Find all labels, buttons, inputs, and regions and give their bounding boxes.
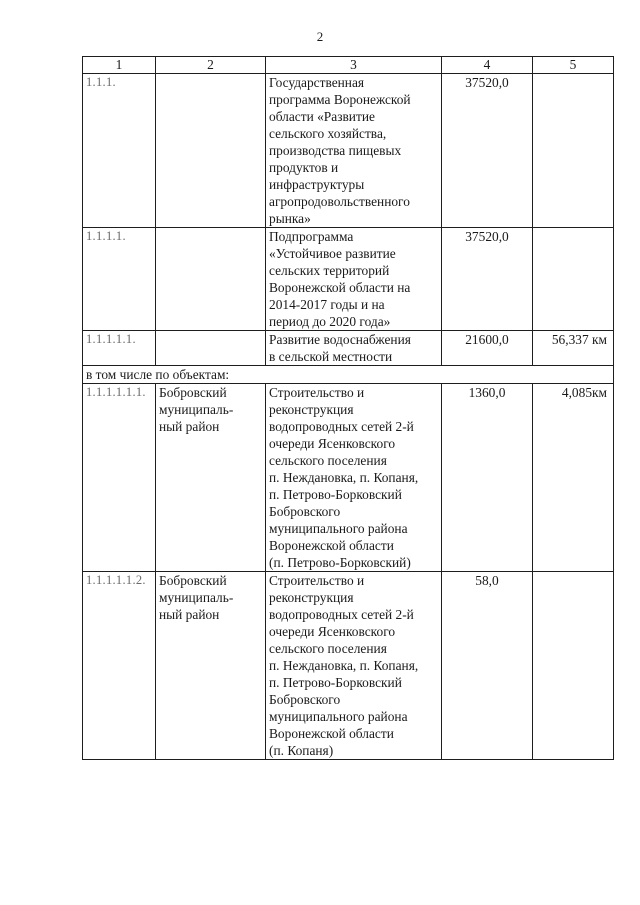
row-code: 1.1.1.1.1.2. — [83, 572, 156, 760]
row-description — [266, 384, 442, 572]
object-row — [83, 572, 614, 760]
section-label: в том числе по объектам: — [83, 366, 614, 384]
district-line: Бобровский — [159, 385, 227, 400]
description-line: муниципального района — [269, 521, 408, 536]
district-line: ный район — [159, 607, 220, 622]
description-line: очереди Ясенковского — [269, 436, 396, 451]
description-line: Государственная — [269, 75, 365, 90]
district-line: Бобровский — [159, 573, 227, 588]
description-line: сельского поселения — [269, 453, 387, 468]
column-header-3: 3 — [266, 57, 442, 74]
description-line: сельского поселения — [269, 641, 387, 656]
column-header-2: 2 — [156, 57, 266, 74]
description-line: в сельской местности — [269, 349, 393, 364]
main-row — [83, 228, 614, 331]
description-line: программа Воронежской — [269, 92, 411, 107]
description-line: Бобровского — [269, 504, 341, 519]
budget-table — [82, 56, 614, 760]
description-line: (п. Петрово-Борковский) — [269, 555, 411, 570]
description-line: п. Неждановка, п. Копаня, — [269, 470, 419, 485]
row-amount: 21600,0 — [442, 331, 533, 366]
description-line: Строительство и — [269, 385, 365, 400]
district-line: муниципаль- — [159, 590, 234, 605]
description-line: очереди Ясенковского — [269, 624, 396, 639]
object-row — [83, 384, 614, 572]
district-line: муниципаль- — [159, 402, 234, 417]
description-line: сельского хозяйства, — [269, 126, 387, 141]
row-length — [533, 74, 614, 228]
row-district — [156, 331, 266, 366]
column-header-1: 1 — [83, 57, 156, 74]
row-district — [156, 228, 266, 331]
description-line: период до 2020 года» — [269, 314, 391, 329]
description-line: Воронежской области на — [269, 280, 411, 295]
description-line: агропродовольственного — [269, 194, 410, 209]
description-line: реконструкция — [269, 402, 354, 417]
row-length — [533, 228, 614, 331]
row-amount: 37520,0 — [442, 228, 533, 331]
main-row — [83, 74, 614, 228]
description-line: Подпрограмма — [269, 229, 354, 244]
column-header-4: 4 — [442, 57, 533, 74]
description-line: 2014-2017 годы и на — [269, 297, 385, 312]
column-header-5: 5 — [533, 57, 614, 74]
description-line: сельских территорий — [269, 263, 390, 278]
row-code: 1.1.1.1.1. — [83, 331, 156, 366]
description-line: водопроводных сетей 2-й — [269, 607, 414, 622]
row-amount: 1360,0 — [442, 384, 533, 572]
row-amount: 37520,0 — [442, 74, 533, 228]
row-description — [266, 572, 442, 760]
row-district — [156, 384, 266, 572]
description-line: Строительство и — [269, 573, 365, 588]
description-line: Бобровского — [269, 692, 341, 707]
section-label-row — [83, 366, 614, 384]
description-line: продуктов и — [269, 160, 339, 175]
row-amount: 58,0 — [442, 572, 533, 760]
description-line: п. Неждановка, п. Копаня, — [269, 658, 419, 673]
row-code: 1.1.1.1.1.1. — [83, 384, 156, 572]
description-line: рынка» — [269, 211, 311, 226]
row-length: 4,085км — [533, 384, 614, 572]
description-line: инфраструктуры — [269, 177, 365, 192]
row-code: 1.1.1. — [83, 74, 156, 228]
description-line: муниципального района — [269, 709, 408, 724]
description-line: п. Петрово-Борковский — [269, 675, 402, 690]
district-line: ный район — [159, 419, 220, 434]
row-length: 56,337 км — [533, 331, 614, 366]
description-line: (п. Копаня) — [269, 743, 334, 758]
row-length — [533, 572, 614, 760]
row-description — [266, 228, 442, 331]
description-line: п. Петрово-Борковский — [269, 487, 402, 502]
description-line: производства пищевых — [269, 143, 402, 158]
description-line: реконструкция — [269, 590, 354, 605]
description-line: водопроводных сетей 2-й — [269, 419, 414, 434]
description-line: «Устойчивое развитие — [269, 246, 396, 261]
description-line: Развитие водоснабжения — [269, 332, 411, 347]
row-description — [266, 331, 442, 366]
header-row — [83, 57, 614, 74]
row-description — [266, 74, 442, 228]
row-district — [156, 74, 266, 228]
row-district — [156, 572, 266, 760]
description-line: Воронежской области — [269, 538, 394, 553]
row-code: 1.1.1.1. — [83, 228, 156, 331]
description-line: области «Развитие — [269, 109, 375, 124]
page-number: 2 — [316, 29, 324, 44]
main-row — [83, 331, 614, 366]
description-line: Воронежской области — [269, 726, 394, 741]
